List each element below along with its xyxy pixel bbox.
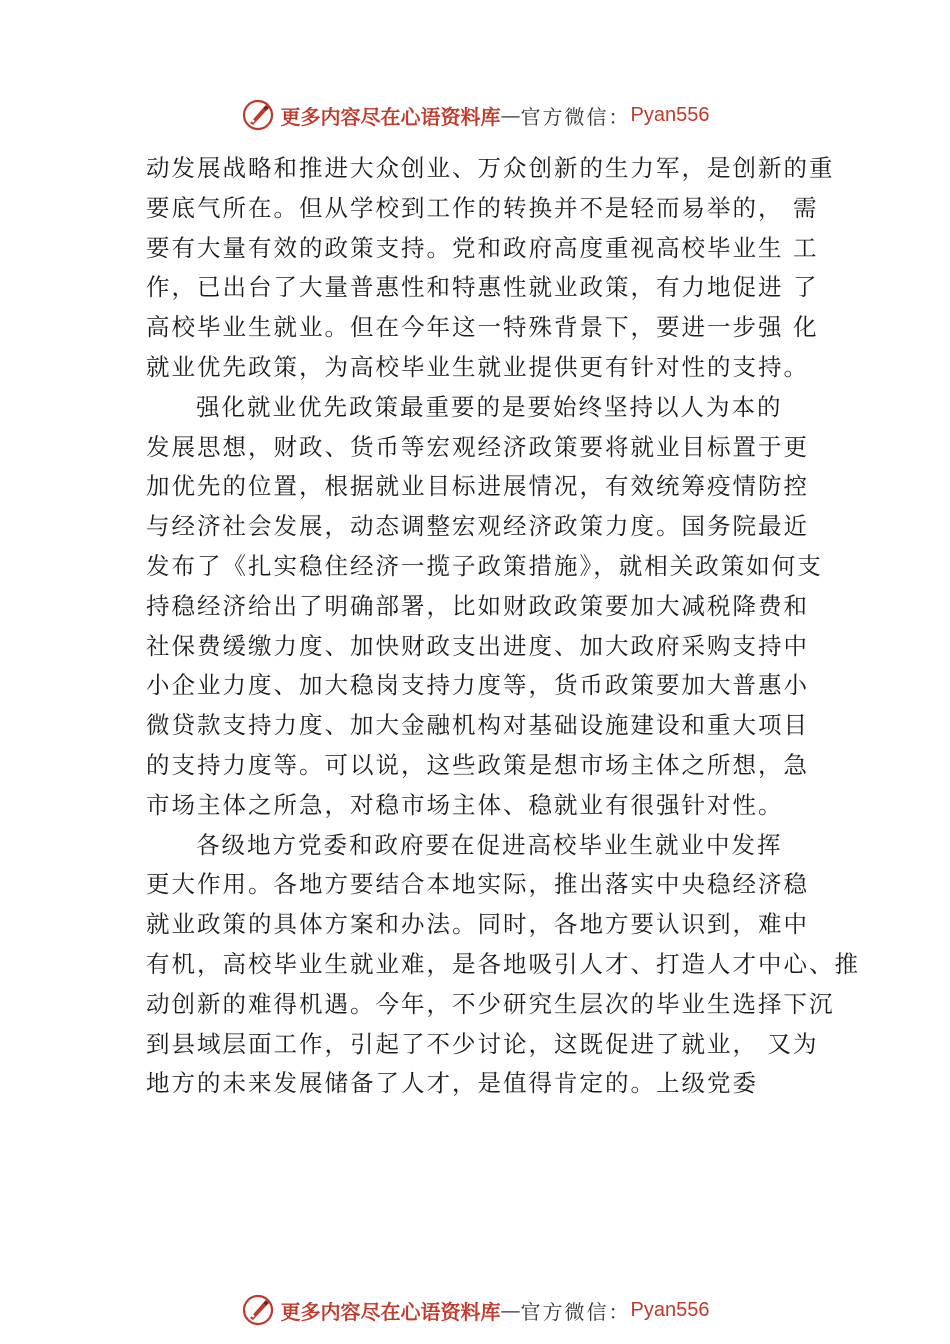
text-line: 高校毕业生就业。但在今年这一特殊背景下，要进一步强 化 [146, 313, 819, 342]
text-line: 加优先的位置，根据就业目标进展情况，有效统筹疫情防控 [146, 472, 809, 501]
text-line: 的支持力度等。可以说，这些政策是想市场主体之所想，急 [146, 751, 809, 779]
text-line: 到县域层面工作，引起了不少讨论，这既促进了就业， 又为 [146, 1029, 819, 1058]
text-line: 与经济社会发展，动态调整宏观经济政策力度。国务院最近 [146, 512, 809, 541]
footer-site-name: 更多内容尽在心语资料库 [280, 1299, 501, 1324]
footer-dash: — [500, 1298, 521, 1322]
footer-wechat-id: Pyan556 [630, 1298, 710, 1321]
header-wechat-label: 官方微信： [520, 104, 631, 129]
footer-banner [0, 1290, 950, 1330]
text-line: 各级地方党委和政府要在促进高校毕业生就业中发挥 [196, 830, 783, 859]
text-line: 强化就业优先政策最重要的是要始终坚持以人为本的 [196, 392, 783, 421]
footer-wechat-label: 官方微信： [520, 1299, 631, 1324]
text-line: 动创新的难得机遇。今年，不少研究生层次的毕业生选择下沉 [146, 989, 835, 1018]
header-banner [0, 95, 950, 135]
pen-circle-logo-icon [241, 1293, 275, 1327]
text-line: 市场主体之所急，对稳市场主体、稳就业有很强针对性。 [146, 790, 784, 819]
text-line: 动发展战略和推进大众创业、万众创新的生力军，是创新的重 [146, 154, 835, 182]
pen-circle-logo-icon [241, 98, 275, 132]
header-dash: — [500, 103, 521, 127]
text-line: 作，已出台了大量普惠性和特惠性就业政策，有力地促进 了 [146, 273, 819, 302]
text-line: 有机，高校毕业生就业难，是各地吸引人才、打造人才中心、推 [146, 950, 860, 978]
header-wechat-id: Pyan556 [630, 103, 710, 126]
text-line: 微贷款支持力度、加大金融机构对基础设施建设和重大项目 [146, 711, 809, 740]
text-line: 要底气所在。但从学校到工作的转换并不是轻而易举的， 需 [146, 193, 819, 222]
text-line: 要有大量有效的政策支持。党和政府高度重视高校毕业生 工 [146, 233, 819, 262]
text-line: 发布了《扎实稳住经济一揽子政策措施》，就相关政策如何支 [146, 552, 823, 580]
text-line: 小企业力度、加大稳岗支持力度等，货币政策要加大普惠小 [146, 671, 809, 700]
text-line: 社保费缓缴力度、加快财政支出进度、加大政府采购支持中 [146, 631, 809, 660]
text-line: 地方的未来发展储备了人才，是值得肯定的。上级党委 [146, 1069, 758, 1098]
header-site-name: 更多内容尽在心语资料库 [280, 104, 501, 129]
text-line: 更大作用。各地方要结合本地实际，推出落实中央稳经济稳 [146, 870, 809, 899]
text-line: 就业政策的具体方案和办法。同时，各地方要认识到，难中 [146, 910, 809, 939]
text-line: 发展思想，财政、货币等宏观经济政策要将就业目标置于更 [146, 432, 809, 461]
text-line: 就业优先政策，为高校毕业生就业提供更有针对性的支持。 [146, 353, 809, 381]
text-line: 持稳经济给出了明确部署，比如财政政策要加大减税降费和 [146, 591, 809, 620]
